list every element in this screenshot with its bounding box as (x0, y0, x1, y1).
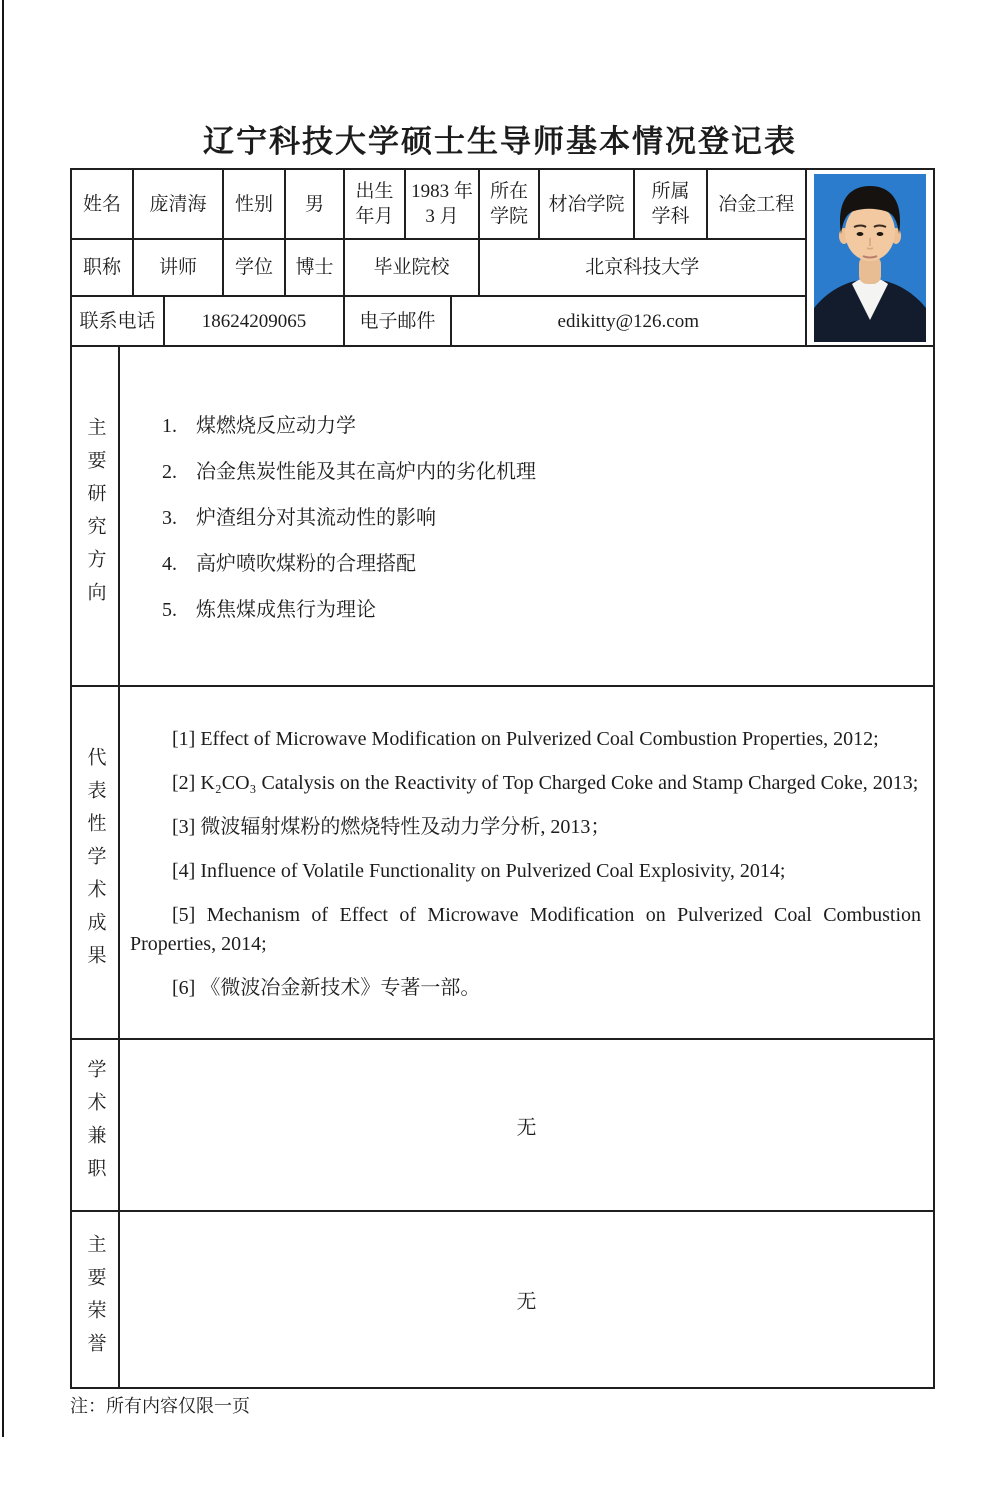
table-row-identity (72, 170, 807, 240)
research-item-text: 冶金焦炭性能及其在高炉内的劣化机理 (196, 461, 536, 483)
title-label-cell: 职称 (72, 240, 134, 297)
section-academic-positions (72, 1040, 933, 1212)
gender-value-cell: 男 (286, 170, 345, 240)
alma-mater-label-cell: 毕业院校 (345, 240, 480, 297)
research-item (162, 505, 913, 531)
footer-note: 注：所有内容仅限一页 (70, 1396, 250, 1416)
section-achievements (72, 687, 933, 1040)
research-section-label-cell (72, 347, 120, 685)
research-item-number: 4. (162, 553, 177, 575)
discipline-label-line1: 所属 (651, 181, 690, 202)
achievement-item: [3] 微波辐射煤粉的燃烧特性及动力学分析, 2013； (172, 816, 611, 838)
college-label-line2: 学院 (489, 206, 528, 227)
achievement-item: [6] 《微波冶金新技术》专著一部。 (172, 977, 481, 999)
birth-value-text (411, 179, 473, 229)
college-value-cell: 材冶学院 (540, 170, 635, 240)
achievements-list (120, 687, 933, 1003)
college-label-cell (480, 170, 540, 240)
id-photo (814, 174, 926, 342)
research-item-number: 3. (162, 507, 177, 529)
phone-label-cell: 联系电话 (72, 297, 165, 347)
birth-value-line1: 1983 年 (411, 181, 473, 202)
research-section-content (120, 347, 933, 685)
discipline-label-line2: 学科 (651, 206, 690, 227)
discipline-label-cell (635, 170, 708, 240)
header-left-grid (72, 170, 807, 347)
birth-label-line1: 出生 (355, 181, 394, 202)
research-item (162, 413, 913, 439)
achievements-section-label-cell (72, 687, 120, 1038)
research-item-text: 炼焦煤成焦行为理论 (196, 599, 376, 621)
research-direction-list (120, 347, 933, 623)
name-label-cell: 姓名 (72, 170, 134, 240)
positions-section-label-cell (72, 1040, 120, 1210)
phone-value-cell: 18624209065 (165, 297, 345, 347)
section-main-honors (72, 1212, 933, 1387)
honors-section-content (120, 1212, 933, 1387)
research-item (162, 551, 913, 577)
birth-label-text (355, 179, 393, 229)
research-item (162, 459, 913, 485)
birth-label-cell (345, 170, 406, 240)
scan-edge-line (2, 0, 4, 1437)
birth-label-line2: 年月 (355, 206, 394, 227)
page-title: 辽宁科技大学硕士生导师基本情况登记表 (203, 124, 797, 159)
college-label-line1: 所在 (489, 181, 528, 202)
research-item-number: 1. (162, 415, 177, 437)
achievement-item: [2] K₂CO₃ Catalysis on the Reactivity of Top Charged Coke and Stamp Charged Coke, 2013; (172, 772, 919, 794)
photo-cell (807, 170, 933, 347)
achievements-section-content (120, 687, 933, 1038)
alma-mater-value-cell: 北京科技大学 (480, 240, 807, 297)
title-value-cell: 讲师 (134, 240, 224, 297)
positions-content-text: 无 (516, 1116, 537, 1139)
honors-section-label-cell (72, 1212, 120, 1387)
birth-value-line2: 3 月 (425, 206, 459, 227)
header-block (72, 170, 933, 347)
name-value-cell: 庞清海 (134, 170, 224, 240)
email-value-cell: edikitty@126.com (452, 297, 807, 347)
discipline-value-cell: 冶金工程 (708, 170, 807, 240)
achievement-item: [1] Effect of Microwave Modification on Pulverized Coal Combustion Properties, 2012; (172, 728, 879, 750)
birth-value-cell (406, 170, 480, 240)
honors-content-text: 无 (516, 1291, 537, 1313)
research-section-label: 主要研究方向 (84, 417, 106, 615)
section-research-directions (72, 347, 933, 687)
research-item (162, 597, 913, 623)
research-item-number: 2. (162, 461, 177, 483)
achievement-item: [5] Mechanism of Effect of Microwave Modification on Pulverized Coal Combustion Properties, 2014; (130, 904, 921, 955)
research-item-text: 炉渣组分对其流动性的影响 (196, 507, 436, 529)
degree-label-cell: 学位 (224, 240, 286, 297)
college-label-text (490, 179, 528, 229)
research-item-text: 煤燃烧反应动力学 (196, 415, 356, 437)
degree-value-cell: 博士 (286, 240, 345, 297)
honors-section-label: 主要荣誉 (84, 1233, 106, 1366)
table-row-title-degree (72, 240, 807, 297)
achievements-section-label: 代表性学术成果 (84, 747, 106, 978)
research-item-number: 5. (162, 599, 177, 621)
discipline-label-text (651, 179, 689, 229)
positions-section-label: 学术兼职 (84, 1059, 106, 1191)
email-label-cell: 电子邮件 (345, 297, 452, 347)
positions-section-content (120, 1040, 933, 1210)
research-item-text: 高炉喷吹煤粉的合理搭配 (196, 553, 416, 575)
registration-form-table (70, 168, 935, 1389)
table-row-contact (72, 297, 807, 347)
gender-label-cell: 性别 (224, 170, 286, 240)
achievement-item: [4] Influence of Volatile Functionality on Pulverized Coal Explosivity, 2014; (172, 860, 786, 882)
